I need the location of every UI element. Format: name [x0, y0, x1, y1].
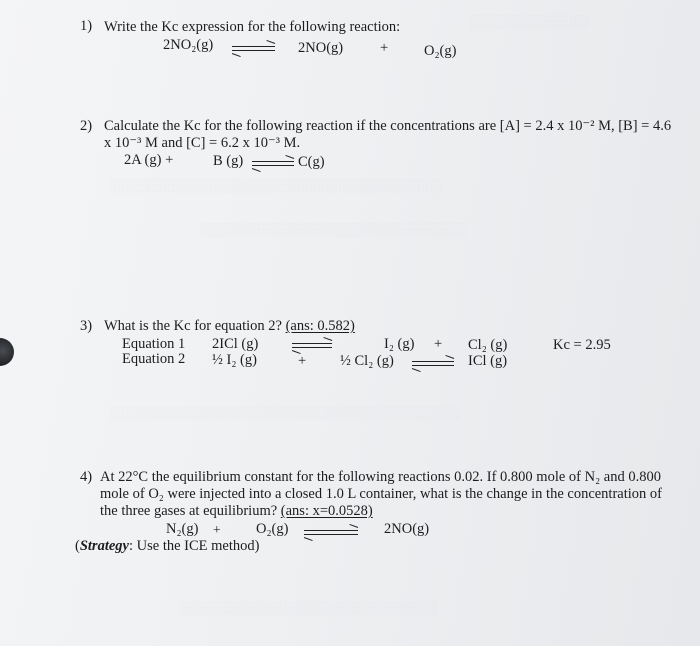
q4-line2: mole of O₂ were injected into a closed 1.0 L container, what is the change in the concentration of [100, 486, 662, 502]
q2-reactant1: 2A (g) + [124, 152, 174, 168]
q4-number: 4) [80, 469, 93, 485]
equilibrium-arrow-icon [292, 342, 332, 350]
bleed-through-text: ░░░░░░░░░░░░░░░░░░░░░░░░░░░░ [180, 600, 438, 615]
equilibrium-arrow-icon [232, 45, 275, 53]
equilibrium-arrow-icon [412, 360, 454, 368]
equilibrium-arrow-icon [252, 160, 294, 168]
q2-reactant2: B (g) [213, 153, 244, 169]
q4-strategy-label: Strategy [79, 538, 129, 554]
q3-eq1-kc: Kc = 2.95 [553, 337, 611, 353]
bleed-through-text: ░░░░░░░░░░░░░░░░░░░░░░░░░░░░░ [200, 222, 468, 237]
q2-prompt-line2: x 10⁻³ M and [C] = 6.2 x 10⁻³ M. [104, 135, 301, 151]
q4-plus: + [213, 522, 221, 537]
q4-reactant1: N₂(g) [166, 521, 199, 537]
q4-answer: (ans: x=0.0528) [280, 503, 373, 519]
q1-prompt: Write the Kc expression for the following reaction: [104, 19, 401, 35]
q4-line3-text: the three gases at equilibrium? [100, 503, 278, 519]
q3-prompt-text: What is the Kc for equation 2? [104, 318, 282, 334]
q3-eq1-right2: Cl₂ (g) [468, 337, 508, 353]
bleed-through-text: ░░░░░░░░░░░░░ [470, 14, 590, 29]
q2-number: 2) [80, 118, 93, 134]
q3-eq2-left1: ½ I₂ (g) [212, 352, 257, 368]
q2-prompt-line1: Calculate the Kc for the following reaction if the concentrations are [A] = 2.4 x 10⁻² M, [B] = 4.6 [104, 118, 672, 134]
q1-product2: O₂(g) [424, 43, 457, 59]
q3-prompt [104, 318, 355, 335]
q4-reactant2: O₂(g) [256, 521, 289, 537]
q3-eq2-right: ICl (g) [468, 353, 508, 369]
q3-number: 3) [80, 318, 93, 334]
q1-number: 1) [80, 18, 93, 34]
q4-product: 2NO(g) [384, 521, 430, 537]
q3-answer: (ans: 0.582) [285, 318, 355, 334]
q3-eq1-label: Equation 1 [122, 336, 186, 352]
q3-eq1-plus: + [434, 336, 443, 352]
equilibrium-arrow-icon [304, 529, 358, 537]
q4-strategy-text: : Use the ICE method) [128, 538, 260, 554]
q4-line3 [100, 503, 373, 520]
q1-plus: + [380, 40, 389, 56]
bleed-through-text: ░░░░░░░░░░░░░░░░░░░░░░░░░░░░░░░░░░░░░░ [110, 405, 460, 420]
q2-product: C(g) [298, 154, 325, 170]
bleed-through-text: ░░░░░░░░░░░░░░░░░░░░░░░░░░░░░░░░░░░░ [110, 178, 442, 193]
q1-reactant: 2NO₂(g) [163, 37, 214, 53]
q3-eq2-plus: + [298, 353, 307, 369]
q4-line1: At 22°C the equilibrium constant for the following reactions 0.02. If 0.800 mole of N₂ and 0.800 [100, 469, 661, 485]
q1-product1: 2NO(g) [298, 40, 344, 56]
q4-strategy: (Strategy: Use the ICE method) [75, 538, 260, 554]
q3-eq1-left: 2ICl (g) [212, 336, 259, 352]
q3-eq2-left2: ½ Cl₂ (g) [340, 353, 394, 369]
q3-eq1-right1: I₂ (g) [384, 336, 415, 352]
q3-eq2-label: Equation 2 [122, 351, 186, 367]
